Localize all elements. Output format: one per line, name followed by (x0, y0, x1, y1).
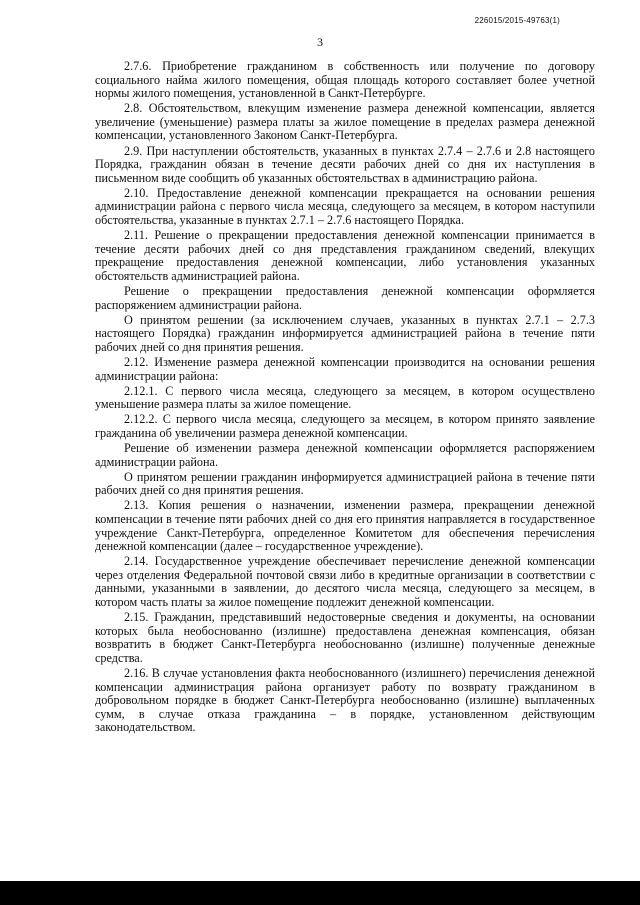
scan-edge-bar (0, 881, 640, 905)
paragraph-termination-order: Решение о прекращении предоставления денежной компенсации оформляется распоряжением администрации района. (95, 284, 595, 312)
paragraph-2-10: 2.10. Предоставление денежной компенсации прекращается на основании решения администрации района с первого числа месяца, следующего за месяцем, в котором наступили обстоятельства, указанные в пунктах 2.7.1 – 2.7.6 настоящего Порядка. (95, 185, 595, 228)
paragraph-2-12: 2.12. Изменение размера денежной компенсации производится на основании решения администрации района: (95, 354, 595, 383)
paragraph-change-notice: О принятом решении гражданин информируется администрацией района в течение пяти рабочих дней со дня принятия решения. (95, 469, 595, 498)
paragraph-2-14: 2.14. Государственное учреждение обеспечивает перечисление денежной компенсации через отделения Федеральной почтовой связи либо в кредитные организации в соответствии с данными, указанными в заявлении, до десятого числа месяца, следующего за месяцем, в котором часть платы за жилое помещение подлежит денежной компенсации. (95, 554, 595, 610)
paragraph-2-9: 2.9. При наступлении обстоятельств, указанных в пунктах 2.7.4 – 2.7.6 и 2.8 настоящего Порядка, гражданин обязан в течение десяти рабочих дней со дня их наступления в письменном виде сообщить об указанных обстоятельствах в администрацию района. (95, 143, 595, 185)
paragraph-2-12-1: 2.12.1. С первого числа месяца, следующего за месяцем, в котором осуществлено уменьшение размера платы за жилое помещение. (95, 383, 595, 412)
paragraph-2-13: 2.13. Копия решения о назначении, изменении размера, прекращении денежной компенсации в течение пяти рабочих дней со дня его принятия направляется в государственное учреждение Санкт-Петербурга, определенное Комитетом для обеспечения перечисления денежной компенсации (далее – государственное учреждение). (95, 498, 595, 554)
paragraph-2-8: 2.8. Обстоятельством, влекущим изменение размера денежной компенсации, является увеличение (уменьшение) размера платы за жилое помещение в пределах размера денежной компенсации, установленного Законом Санкт-Петербурга. (95, 101, 595, 143)
document-body (95, 60, 595, 737)
paragraph-2-12-2: 2.12.2. С первого числа месяца, следующего за месяцем, в котором принято заявление гражданина об увеличении размера денежной компенсации. (95, 412, 595, 440)
paragraph-2-16: 2.16. В случае установления факта необоснованного (излишнего) перечисления денежной компенсации администрация района организует работу по возврату гражданином в добровольном порядке в бюджет Санкт-Петербурга необоснованно (излишне) выплаченных сумм, в случае отказа гражданина – в порядке, установленном действующим законодательством. (95, 666, 595, 735)
paragraph-2-7-6: 2.7.6. Приобретение гражданином в собственность или получение по договору социального найма жилого помещения, общая площадь которого составляет более учетной нормы жилого помещения, установленной в Санкт-Петербурге. (95, 59, 595, 101)
page-number: 3 (317, 35, 323, 49)
paragraph-termination-notice: О принятом решении (за исключением случаев, указанных в пунктах 2.7.1 – 2.7.3 настоящего Порядка) гражданин информируется администрацией района в течение пяти рабочих дней со дня принятия решения. (95, 312, 595, 354)
paragraph-2-15: 2.15. Гражданин, представивший недостоверные сведения и документы, на основании которых была необоснованно (излишне) предоставлена денежная компенсация, обязан возвратить в бюджет Санкт-Петербурга необоснованно (излишне) полученные денежные средства. (95, 610, 595, 665)
paragraph-2-11: 2.11. Решение о прекращении предоставления денежной компенсации принимается в течение десяти рабочих дней со дня представления гражданином сведений, влекущих прекращение предоставления денежной компенсации, либо установления указанных обстоятельств администрацией района. (95, 228, 595, 283)
paragraph-change-order: Решение об изменении размера денежной компенсации оформляется распоряжением администрации района. (95, 441, 595, 469)
document-registration-number: 226015/2015-49763(1) (474, 16, 560, 25)
